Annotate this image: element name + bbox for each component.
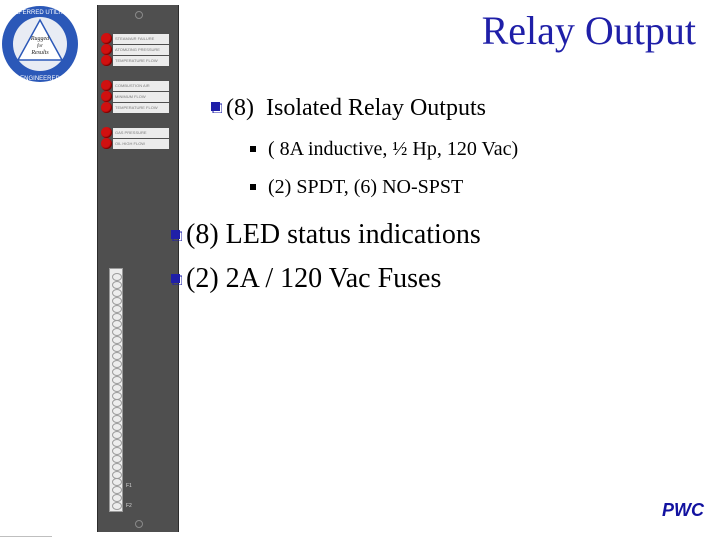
terminal-ring-icon bbox=[112, 297, 122, 305]
company-logo bbox=[0, 0, 80, 96]
terminal-ring-icon bbox=[112, 407, 122, 415]
terminal-ring-icon bbox=[112, 281, 122, 289]
terminal-ring-icon bbox=[112, 463, 122, 471]
led-icon bbox=[101, 138, 112, 149]
terminal-ring-icon bbox=[112, 360, 122, 368]
terminal-ring-icon bbox=[112, 336, 122, 344]
terminal-ring-icon bbox=[112, 305, 122, 313]
bullet-led-status bbox=[170, 218, 481, 248]
bullet-text: (8) LED status indications bbox=[186, 219, 481, 250]
terminal-ring-icon bbox=[112, 502, 122, 510]
terminal-ring-icon bbox=[112, 447, 122, 455]
slide-title: Relay Output bbox=[481, 8, 696, 53]
sub-bullet-text: ( 8A inductive, ½ Hp, 120 Vac) bbox=[268, 138, 519, 160]
footer-brand: PWC bbox=[662, 500, 704, 520]
led-label: TEMPERATURE FLOW bbox=[113, 56, 169, 66]
terminal-ring-icon bbox=[112, 273, 122, 281]
checkbox-bullet-icon bbox=[170, 218, 182, 230]
terminal-ring-icon bbox=[112, 478, 122, 486]
led-label: GAS PRESSURE bbox=[113, 128, 169, 138]
logo-bottom-text: ENGINEERED bbox=[20, 76, 60, 82]
bullet-text: (8) Isolated Relay Outputs bbox=[226, 95, 486, 121]
terminal-ring-icon bbox=[112, 415, 122, 423]
terminal-ring-icon bbox=[112, 289, 122, 297]
logo-inner-line2: for bbox=[37, 44, 43, 49]
logo-ring-text: PREFERRED UTILITIES bbox=[6, 10, 74, 16]
terminal-ring-icon bbox=[112, 399, 122, 407]
terminal-ring-icon bbox=[112, 320, 122, 328]
led-icon bbox=[101, 102, 112, 113]
led-label: ATOMIZING PRESSURE bbox=[113, 45, 169, 55]
led-row bbox=[101, 54, 176, 68]
bullet-text: (2) 2A / 120 Vac Fuses bbox=[186, 263, 442, 294]
panel-screw-top-icon bbox=[135, 11, 143, 19]
checkbox-bullet-icon bbox=[210, 92, 222, 104]
terminal-ring-icon bbox=[112, 344, 122, 352]
fuse-label-f1: F1 bbox=[126, 483, 132, 489]
terminal-ring-icon bbox=[112, 494, 122, 502]
led-label: STEAM/AIR FAILURE bbox=[113, 34, 169, 44]
terminal-ring-icon bbox=[112, 392, 122, 400]
led-row bbox=[101, 101, 176, 115]
terminal-ring-icon bbox=[112, 439, 122, 447]
terminal-ring-icon bbox=[112, 313, 122, 321]
terminal-ring-icon bbox=[112, 368, 122, 376]
fuse-label-f2: F2 bbox=[126, 503, 132, 509]
terminal-ring-icon bbox=[112, 328, 122, 336]
square-bullet-icon bbox=[250, 184, 256, 190]
terminal-ring-icon bbox=[112, 376, 122, 384]
led-row bbox=[101, 137, 176, 151]
terminal-ring-icon bbox=[112, 352, 122, 360]
terminal-ring-icon bbox=[112, 486, 122, 494]
logo-inner-line1: Rugged bbox=[30, 36, 50, 42]
terminal-ring-icon bbox=[112, 455, 122, 463]
led-label: COMBUSTION AIR bbox=[113, 81, 169, 91]
checkbox-bullet-icon bbox=[170, 262, 182, 274]
logo-inner-line3: Results bbox=[31, 50, 49, 56]
square-bullet-icon bbox=[250, 146, 256, 152]
terminal-ring-icon bbox=[112, 471, 122, 479]
sub-bullet-text: (2) SPDT, (6) NO-SPST bbox=[268, 176, 464, 198]
terminal-ring-icon bbox=[112, 423, 122, 431]
footer-divider bbox=[0, 536, 52, 537]
led-label: OIL HIGH FLOW bbox=[113, 139, 169, 149]
terminal-ring-icon bbox=[112, 384, 122, 392]
panel-screw-bottom-icon bbox=[135, 520, 143, 528]
terminal-ring-icon bbox=[112, 431, 122, 439]
bullet-fuses bbox=[170, 262, 441, 292]
led-label: MINIMUM FLOW bbox=[113, 92, 169, 102]
sub-bullet-contact-types bbox=[268, 174, 463, 200]
led-label: TEMPERATURE FLOW bbox=[113, 103, 169, 113]
bullet-isolated-relay-outputs bbox=[210, 92, 486, 120]
sub-bullet-inductive-rating bbox=[268, 136, 518, 162]
terminal-strip bbox=[109, 268, 123, 512]
led-icon bbox=[101, 55, 112, 66]
